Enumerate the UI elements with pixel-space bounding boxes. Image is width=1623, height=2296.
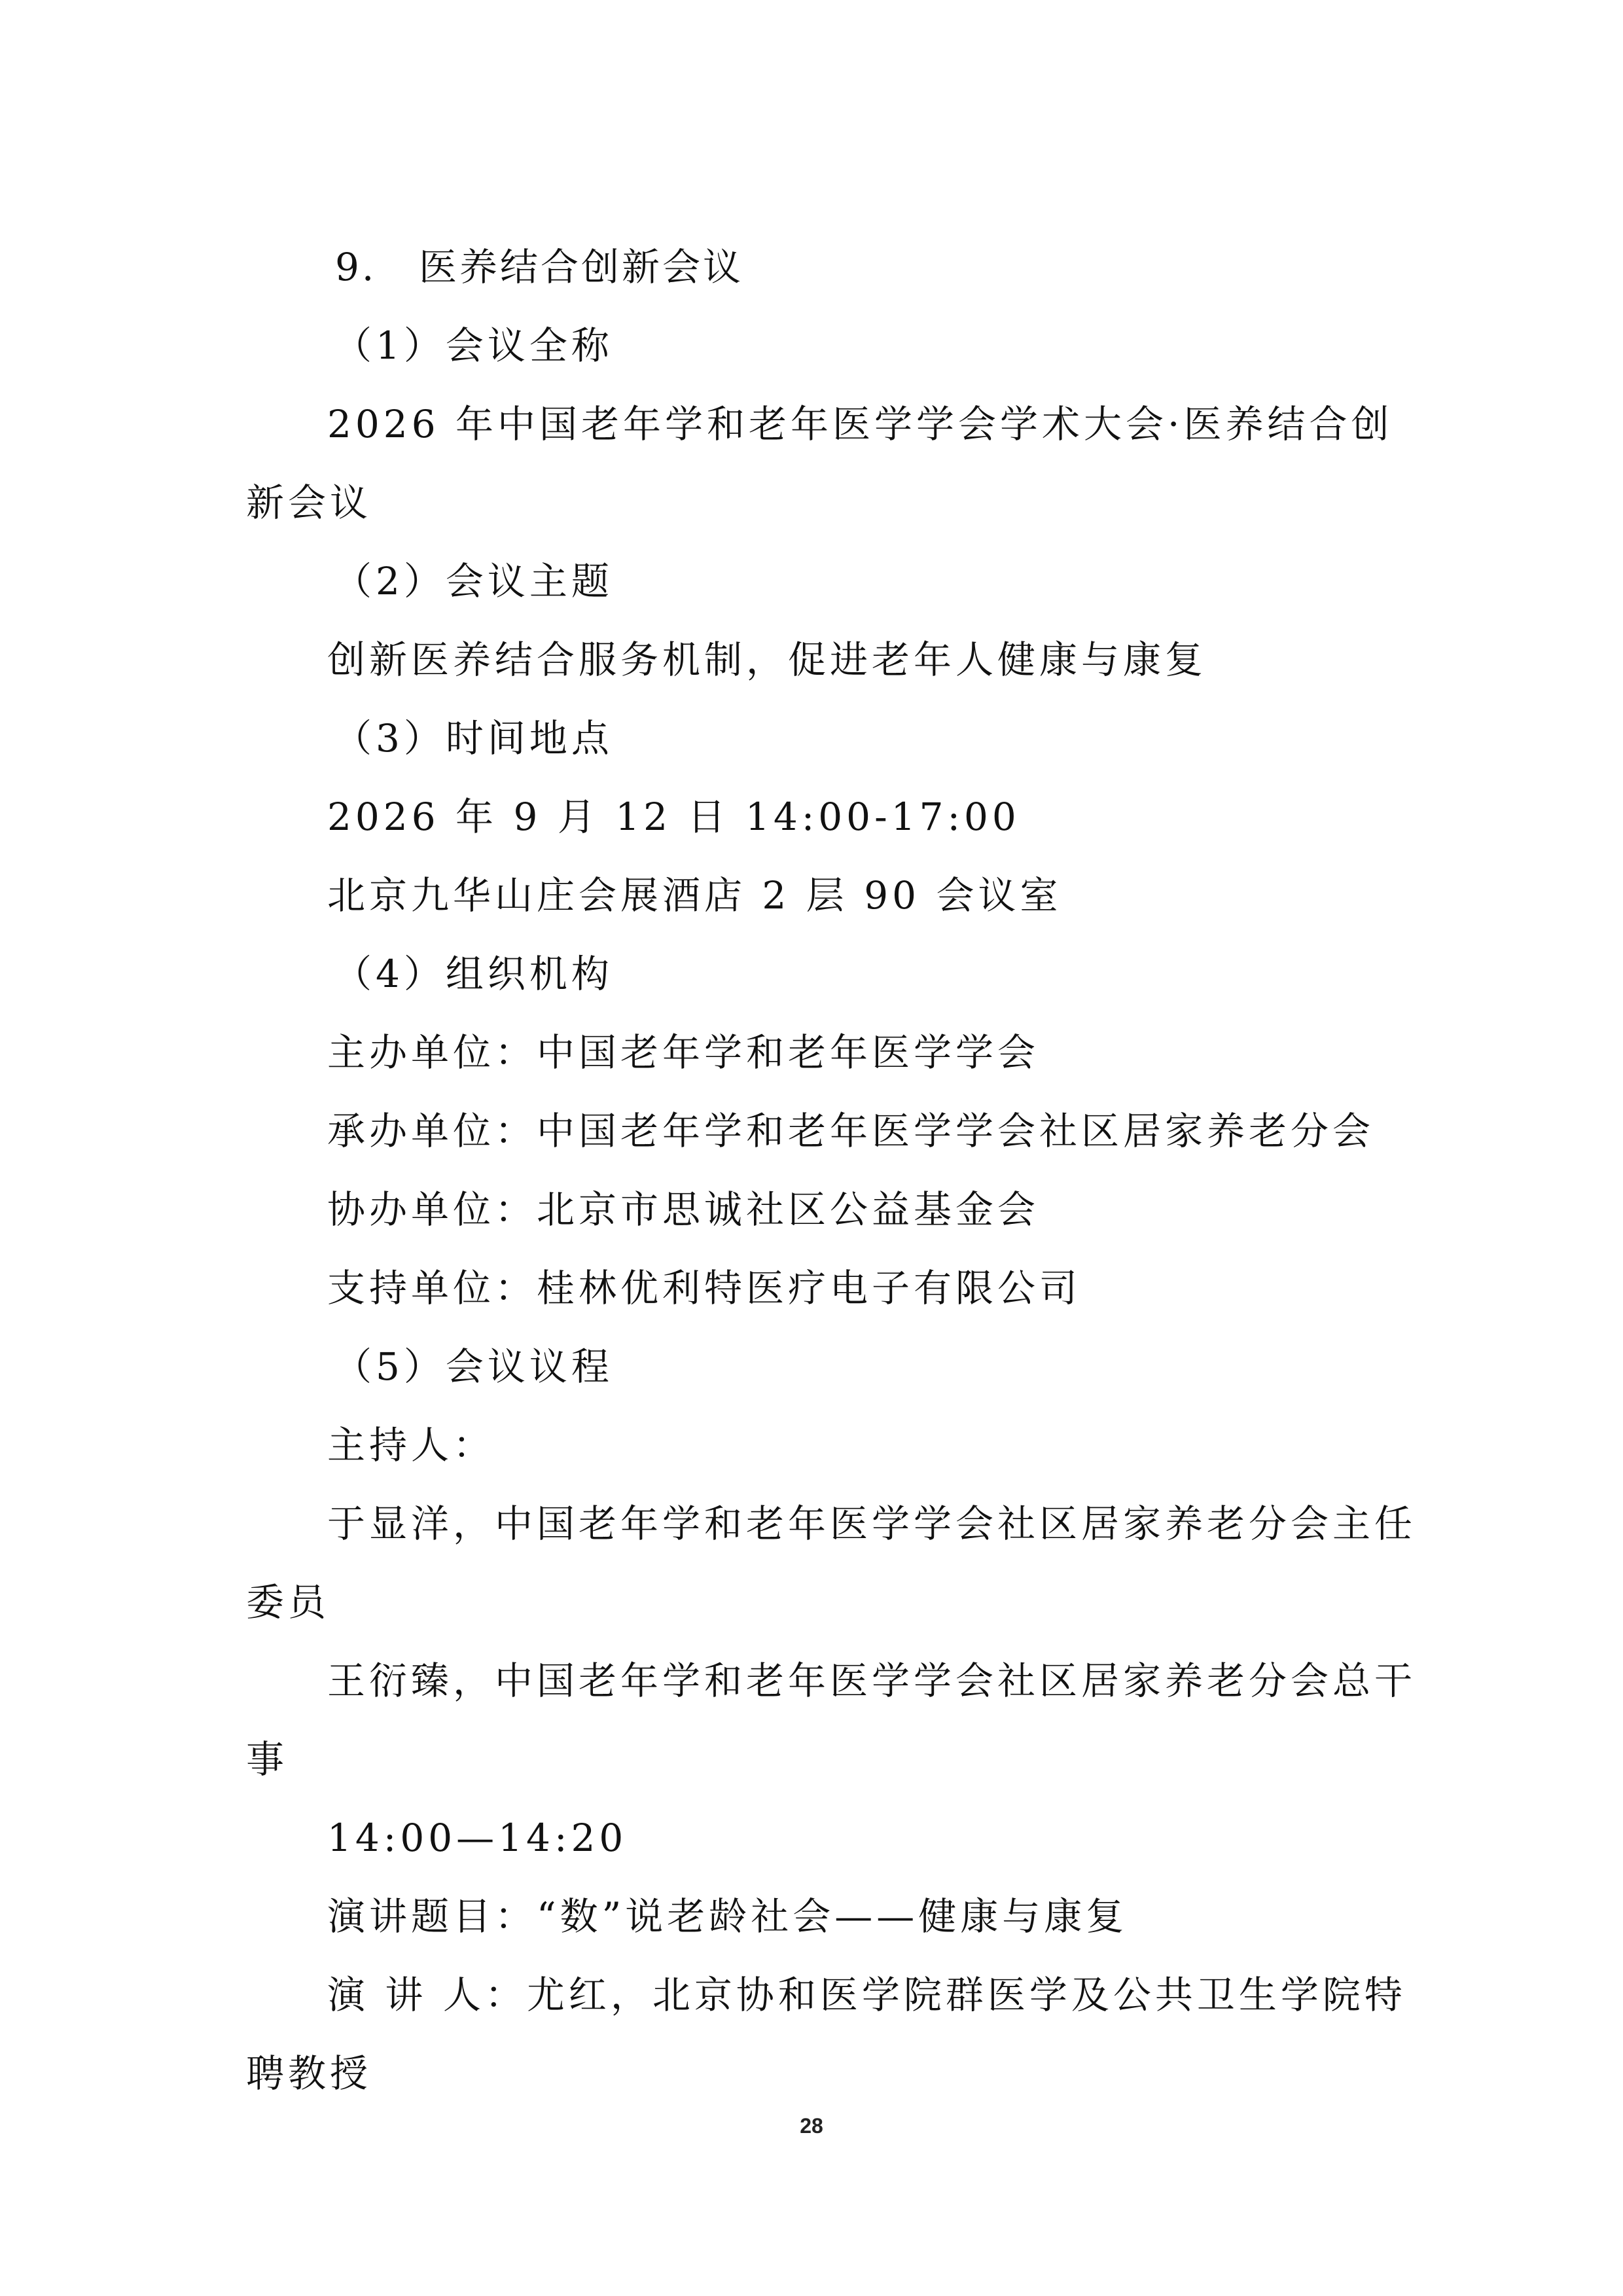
organizer-co-organizer: 协办单位：北京市思诚社区公益基金会 bbox=[327, 1187, 1040, 1232]
meeting-time: 2026 年 9 月 12 日 14:00-17:00 bbox=[327, 795, 1020, 839]
slot-1-speaker-line-2: 聘教授 bbox=[246, 2051, 372, 2096]
slot-1-speaker-line-1: 演 讲 人：尤红，北京协和医学院群医学及公共卫生学院特 bbox=[327, 1973, 1406, 2017]
host-1-line-2: 委员 bbox=[246, 1580, 330, 1624]
theme-label: （2）会议主题 bbox=[334, 559, 613, 603]
organizer-undertaker: 承办单位：中国老年学和老年医学学会社区居家养老分会 bbox=[327, 1109, 1375, 1153]
organizer-supporter: 支持单位：桂林优利特医疗电子有限公司 bbox=[327, 1266, 1082, 1310]
hosts-label: 主持人： bbox=[327, 1423, 495, 1467]
theme-text: 创新医养结合服务机制，促进老年人健康与康复 bbox=[327, 637, 1207, 682]
organizer-host: 主办单位：中国老年学和老年医学学会 bbox=[327, 1030, 1040, 1075]
full-name-line-2: 新会议 bbox=[246, 480, 372, 525]
section-number: 9. bbox=[335, 245, 377, 289]
meeting-place: 北京九华山庄会展酒店 2 层 90 会议室 bbox=[327, 873, 1062, 918]
host-2-line-2: 事 bbox=[246, 1737, 289, 1782]
agenda-label: （5）会议议程 bbox=[334, 1344, 613, 1389]
section-title: 医养结合创新会议 bbox=[419, 245, 744, 289]
organizers-label: （4）组织机构 bbox=[334, 952, 613, 996]
host-2-line-1: 王衍臻，中国老年学和老年医学学会社区居家养老分会总干 bbox=[327, 1659, 1417, 1703]
slot-1-time: 14:00—14:20 bbox=[327, 1816, 628, 1860]
time-place-label: （3）时间地点 bbox=[334, 716, 613, 761]
slot-1-topic: 演讲题目：“数”说老龄社会——健康与康复 bbox=[327, 1894, 1128, 1939]
host-1-line-1: 于显洋，中国老年学和老年医学学会社区居家养老分会主任 bbox=[327, 1501, 1417, 1546]
page-number: 28 bbox=[800, 2114, 823, 2138]
full-name-line-1: 2026 年中国老年学和老年医学学会学术大会·医养结合创 bbox=[327, 402, 1393, 446]
full-name-label: （1）会议全称 bbox=[334, 323, 613, 368]
section-heading bbox=[335, 243, 1374, 291]
